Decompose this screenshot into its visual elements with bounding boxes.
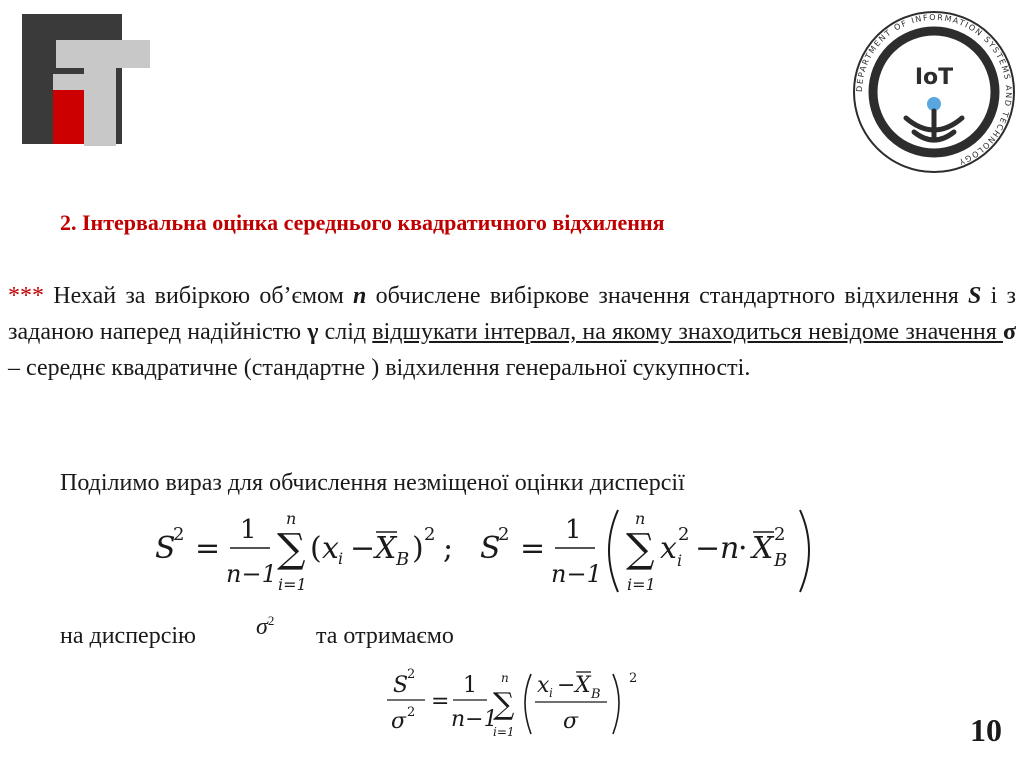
var-sigma: σ — [1002, 319, 1017, 345]
var-S: S — [968, 283, 982, 309]
svg-text:X: X — [575, 673, 591, 698]
svg-text:i=1: i=1 — [493, 725, 515, 739]
svg-text:n−1: n−1 — [551, 560, 602, 588]
svg-text:;: ; — [443, 531, 454, 566]
variance-formulas — [150, 500, 830, 600]
svg-text:i: i — [338, 549, 344, 568]
svg-text:X: X — [752, 531, 774, 566]
svg-text:2: 2 — [424, 524, 436, 545]
var-gamma: γ — [307, 319, 319, 345]
svg-text:2: 2 — [629, 671, 638, 686]
iot-seal-logo — [850, 8, 1018, 176]
svg-text:=: = — [520, 531, 546, 566]
problem-paragraph — [8, 278, 1016, 386]
paragraph-underlined: відшукати інтервал, на якому знаходиться невідоме значення — [372, 319, 1003, 345]
svg-text:i=1: i=1 — [627, 575, 656, 594]
svg-text:x: x — [660, 531, 677, 566]
sigma-squared: $\sigma^2$ — [256, 613, 275, 640]
department-logo-ft — [20, 12, 155, 147]
mid-text-2: та отримаємо — [316, 623, 454, 649]
svg-text:2: 2 — [774, 524, 786, 545]
svg-text:=: = — [431, 689, 450, 714]
paragraph-text-1: Нехай за вибіркою об’ємом — [44, 283, 353, 309]
svg-text:IoT: IoT — [914, 65, 954, 90]
svg-text:n−1: n−1 — [226, 560, 277, 588]
svg-text:i=1: i=1 — [278, 575, 307, 594]
svg-text:S: S — [155, 531, 176, 566]
svg-text:∑: ∑ — [277, 526, 306, 572]
svg-text:−: − — [350, 531, 376, 566]
svg-text:1: 1 — [240, 515, 257, 545]
svg-text:S: S — [480, 531, 501, 566]
paragraph-text-4: слід — [318, 319, 373, 345]
svg-text:n: n — [501, 671, 509, 685]
mid-text-1: на дисперсію — [60, 623, 196, 649]
svg-text:B: B — [396, 549, 410, 570]
svg-text:∑: ∑ — [626, 526, 655, 572]
svg-text:1: 1 — [463, 673, 477, 698]
paragraph-text-5: – середнє квадратичне (стандартне ) відхилення генеральної сукупності. — [8, 355, 751, 381]
svg-text:σ: σ — [563, 709, 579, 734]
var-n: n — [353, 283, 367, 309]
svg-text:i: i — [549, 686, 553, 700]
svg-text:2: 2 — [407, 705, 416, 720]
svg-text:2: 2 — [498, 524, 510, 545]
svg-text:=: = — [195, 531, 221, 566]
svg-text:2: 2 — [678, 524, 690, 545]
svg-text:B: B — [591, 687, 601, 702]
svg-text:−: − — [557, 673, 576, 698]
svg-text:x: x — [322, 531, 339, 566]
svg-text:X: X — [375, 531, 397, 566]
ratio-formula — [385, 662, 655, 746]
svg-text:−: − — [695, 531, 721, 566]
svg-text:σ: σ — [391, 709, 407, 734]
intro-text: Поділимо вираз для обчислення незміщеної оцінки дисперсії — [60, 470, 685, 496]
svg-text:S: S — [393, 673, 409, 698]
svg-text:B: B — [774, 550, 788, 571]
svg-text:n−1: n−1 — [451, 707, 498, 732]
page-number: 10 — [970, 712, 1002, 748]
svg-text:∑: ∑ — [493, 687, 515, 722]
svg-text:): ) — [412, 531, 424, 566]
svg-text:(: ( — [310, 531, 322, 566]
paragraph-text-2: обчислене вибіркове значення стандартного відхилення — [366, 283, 969, 309]
svg-text:n: n — [286, 509, 297, 528]
paragraph-text-3: і з заданою наперед надійністю — [8, 283, 1017, 345]
svg-text:n: n — [720, 531, 740, 566]
svg-text:1: 1 — [565, 515, 582, 545]
svg-text:2: 2 — [173, 524, 185, 545]
section-heading: 2. Інтервальна оцінка середнього квадратичного відхилення — [60, 210, 665, 235]
svg-text:2: 2 — [407, 667, 416, 682]
svg-text:n: n — [635, 509, 646, 528]
stars-marker: *** — [8, 283, 44, 309]
svg-text:·: · — [738, 531, 748, 566]
svg-text:DEPARTMENT OF INFORMATION SYST: DEPARTMENT OF INFORMATION SYSTEMS AND TECHNOLOGY — [854, 12, 1014, 167]
svg-text:i: i — [677, 551, 683, 570]
svg-text:x: x — [537, 673, 550, 698]
